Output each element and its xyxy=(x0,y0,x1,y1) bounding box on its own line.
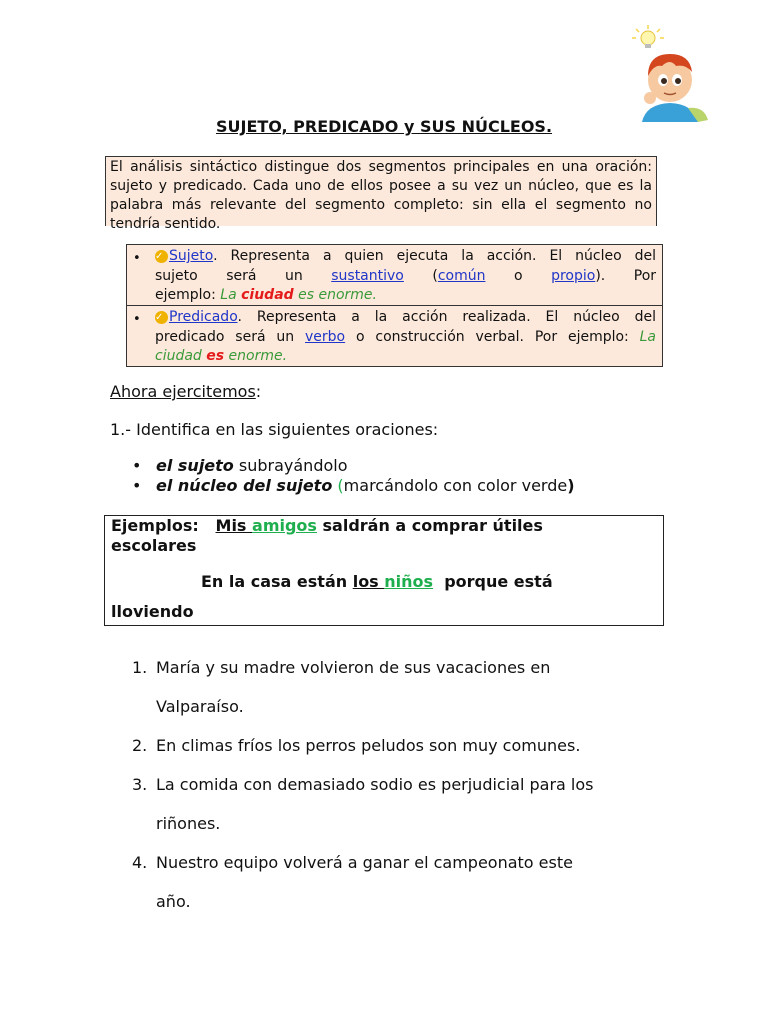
sentence-text: año. xyxy=(156,892,191,911)
example-rest: es enorme. xyxy=(298,287,377,303)
example-la: La xyxy=(639,328,657,345)
paren: ) xyxy=(567,476,575,495)
list-item xyxy=(132,648,672,726)
example-subject: los xyxy=(352,572,385,591)
example-nucleus: es xyxy=(206,348,225,364)
task-bold: el sujeto xyxy=(156,456,234,475)
example-text: saldrán a comprar útiles xyxy=(316,516,543,535)
exercise-heading-text: Ahora ejercitemos xyxy=(110,382,256,401)
sentence-text: Nuestro equipo volverá a ganar el campeonato este xyxy=(156,853,573,872)
instruction: 1.- Identifica en las siguientes oraciones: xyxy=(110,420,439,439)
link-sujeto[interactable]: Sujeto xyxy=(169,248,214,264)
bullet: • xyxy=(132,476,142,495)
check-icon: ✓ xyxy=(155,250,168,263)
sujeto-text: . Representa a quien ejecuta la acción. El núcleo del xyxy=(213,248,656,264)
example-text: En la casa están xyxy=(201,572,353,591)
sentence-text: Valparaíso. xyxy=(156,697,244,716)
word: o xyxy=(514,267,523,284)
example-nucleus: amigos xyxy=(252,516,317,535)
task-text: subrayándolo xyxy=(233,456,348,475)
check-icon: ✓ xyxy=(155,311,168,324)
example-subject: Mis xyxy=(215,516,253,535)
example-text: porque está xyxy=(433,572,553,591)
example-nucleus: ciudad xyxy=(241,287,294,303)
sentence-text: La comida con demasiado sodio es perjudicial para los xyxy=(156,775,594,794)
word: un xyxy=(284,267,303,284)
link-comun[interactable]: común xyxy=(437,267,486,284)
bullet: • xyxy=(132,456,142,475)
item-number: 1. xyxy=(132,658,148,677)
example-text: escolares xyxy=(111,536,197,555)
task-bold: el núcleo del sujeto xyxy=(156,476,333,495)
example-text: lloviendo xyxy=(111,602,194,621)
task-list xyxy=(132,456,575,496)
colon: : xyxy=(255,382,262,401)
intro-paragraph: El análisis sintáctico distingue dos segmentos principales en una oración: sujeto y predicado. Cada uno de ellos posee a su vez un núcleo, que es la palabra más relevante del segmento completo: sin ella el segmento no tendría sentido. xyxy=(105,156,657,226)
task-text: marcándolo con color verde xyxy=(343,476,568,495)
sentence-text: María y su madre volvieron de sus vacaciones en xyxy=(156,658,551,677)
examples-label: Ejemplos: xyxy=(111,516,199,535)
paren: ( xyxy=(432,267,438,284)
predicado-text: predicado será un xyxy=(155,328,295,345)
example-rest: enorme. xyxy=(228,348,288,364)
predicado-text: o construcción verbal. Por ejemplo: xyxy=(355,328,629,345)
link-sustantivo[interactable]: sustantivo xyxy=(331,267,404,284)
link-propio[interactable]: propio xyxy=(551,267,596,284)
examples-box xyxy=(104,515,664,626)
example-ciudad: ciudad xyxy=(155,348,202,364)
item-number: 3. xyxy=(132,775,148,794)
bullet: • xyxy=(133,251,141,266)
list-item xyxy=(132,765,672,843)
paren: ( xyxy=(337,476,344,495)
example-nucleus: niños xyxy=(384,572,434,591)
paren: ). xyxy=(595,267,606,284)
word: Por xyxy=(633,267,657,284)
word: será xyxy=(226,267,257,284)
example-la: La xyxy=(220,287,237,303)
word: ejemplo: xyxy=(155,287,216,303)
predicado-text: . Representa a la acción realizada. El núcleo del xyxy=(237,309,656,325)
bullet: • xyxy=(133,312,141,327)
sentence-text: En climas fríos los perros peludos son muy comunes. xyxy=(156,736,581,755)
word: sujeto xyxy=(155,267,198,284)
sentence-text: riñones. xyxy=(156,814,221,833)
link-verbo[interactable]: verbo xyxy=(305,328,346,345)
definition-predicado xyxy=(126,306,663,367)
item-number: 4. xyxy=(132,853,148,872)
page-title: SUJETO, PREDICADO y SUS NÚCLEOS. xyxy=(215,117,553,136)
definition-sujeto xyxy=(126,244,663,306)
exercise-heading xyxy=(110,382,261,401)
list-item xyxy=(132,456,575,476)
link-predicado[interactable]: Predicado xyxy=(169,309,238,325)
thinking-boy-icon xyxy=(632,48,732,123)
list-item xyxy=(132,726,672,765)
list-item xyxy=(132,476,575,496)
list-item xyxy=(132,843,672,921)
item-number: 2. xyxy=(132,736,148,755)
sentence-list xyxy=(132,648,672,921)
